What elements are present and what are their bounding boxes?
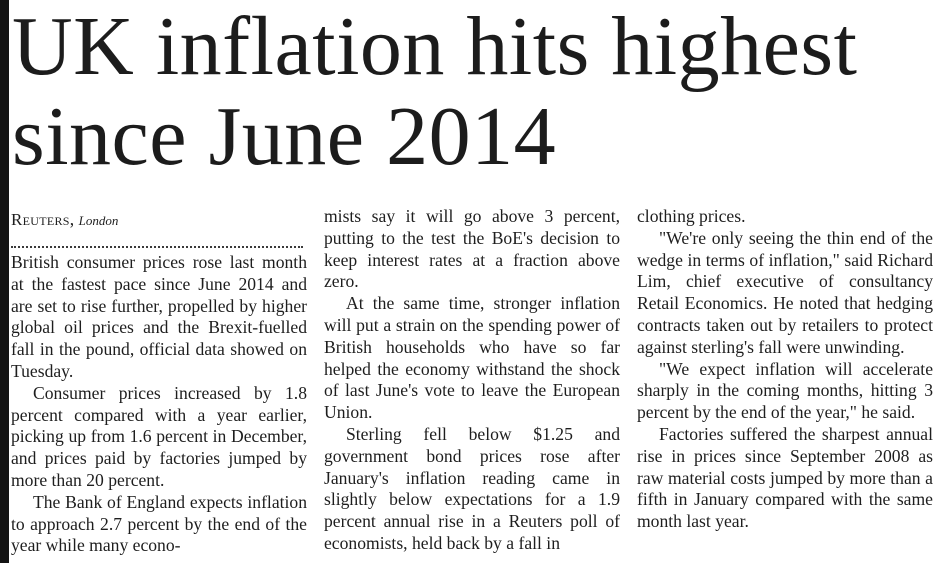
article-headline: UK inflation hits highest since June 2014 (12, 0, 858, 183)
article-paragraph: Sterling fell below $1.25 and government bond prices rose after January's inflation reading came in slightly below expectations for a 1.9 percent annual rise in a Reuters poll of economists, held back by a fall in (324, 423, 620, 553)
byline-dotted-rule (11, 228, 303, 248)
article-paragraph: clothing prices. (637, 206, 746, 226)
article-paragraph: British consumer prices rose last month at the fastest pace since June 2014 and are set to rise further, propelled by higher global oil prices and the Brexit-fuelled fall in the pound, official data showed on Tuesday. (11, 252, 307, 381)
byline-separator: , (69, 209, 75, 229)
byline-location: London (78, 213, 119, 228)
article-paragraph: Factories suffered the sharpest annual rise in prices since September 2008 as raw material costs jumped by more than a fifth in January compared with the same month last year. (637, 423, 933, 532)
article-paragraph: The Bank of England expects inflation to approach 2.7 percent by the end of the year while many econo- (11, 491, 307, 556)
page-edge-bar (0, 0, 9, 563)
article-paragraph: mists say it will go above 3 percent, putting to the test the BoE's decision to keep interest rates at a fraction above zero. (324, 206, 620, 292)
article-column-2 (324, 206, 620, 555)
article-column-1 (11, 206, 307, 557)
article-paragraph: "We expect inflation will accelerate sharply in the coming months, hitting 3 percent by the end of the year," he said. (637, 358, 933, 423)
byline (11, 206, 307, 228)
byline-agency: Reuters (11, 210, 70, 229)
article-paragraph: Consumer prices increased by 1.8 percent compared with a year earlier, picking up from 1.6 percent in December, and prices paid by factories jumped by more than 20 percent. (11, 382, 307, 490)
article-paragraph: At the same time, stronger inflation will put a strain on the spending power of British households who have so far helped the economy withstand the shock of last June's vote to leave the European Union. (324, 293, 620, 423)
article-paragraph: "We're only seeing the thin end of the wedge in terms of inflation," said Richard Lim, chief executive of consultancy Retail Economics. He noted that hedging contracts taken out by retailers to protect against sterling's fall were unwinding. (637, 227, 933, 357)
article-column-3 (637, 206, 933, 533)
